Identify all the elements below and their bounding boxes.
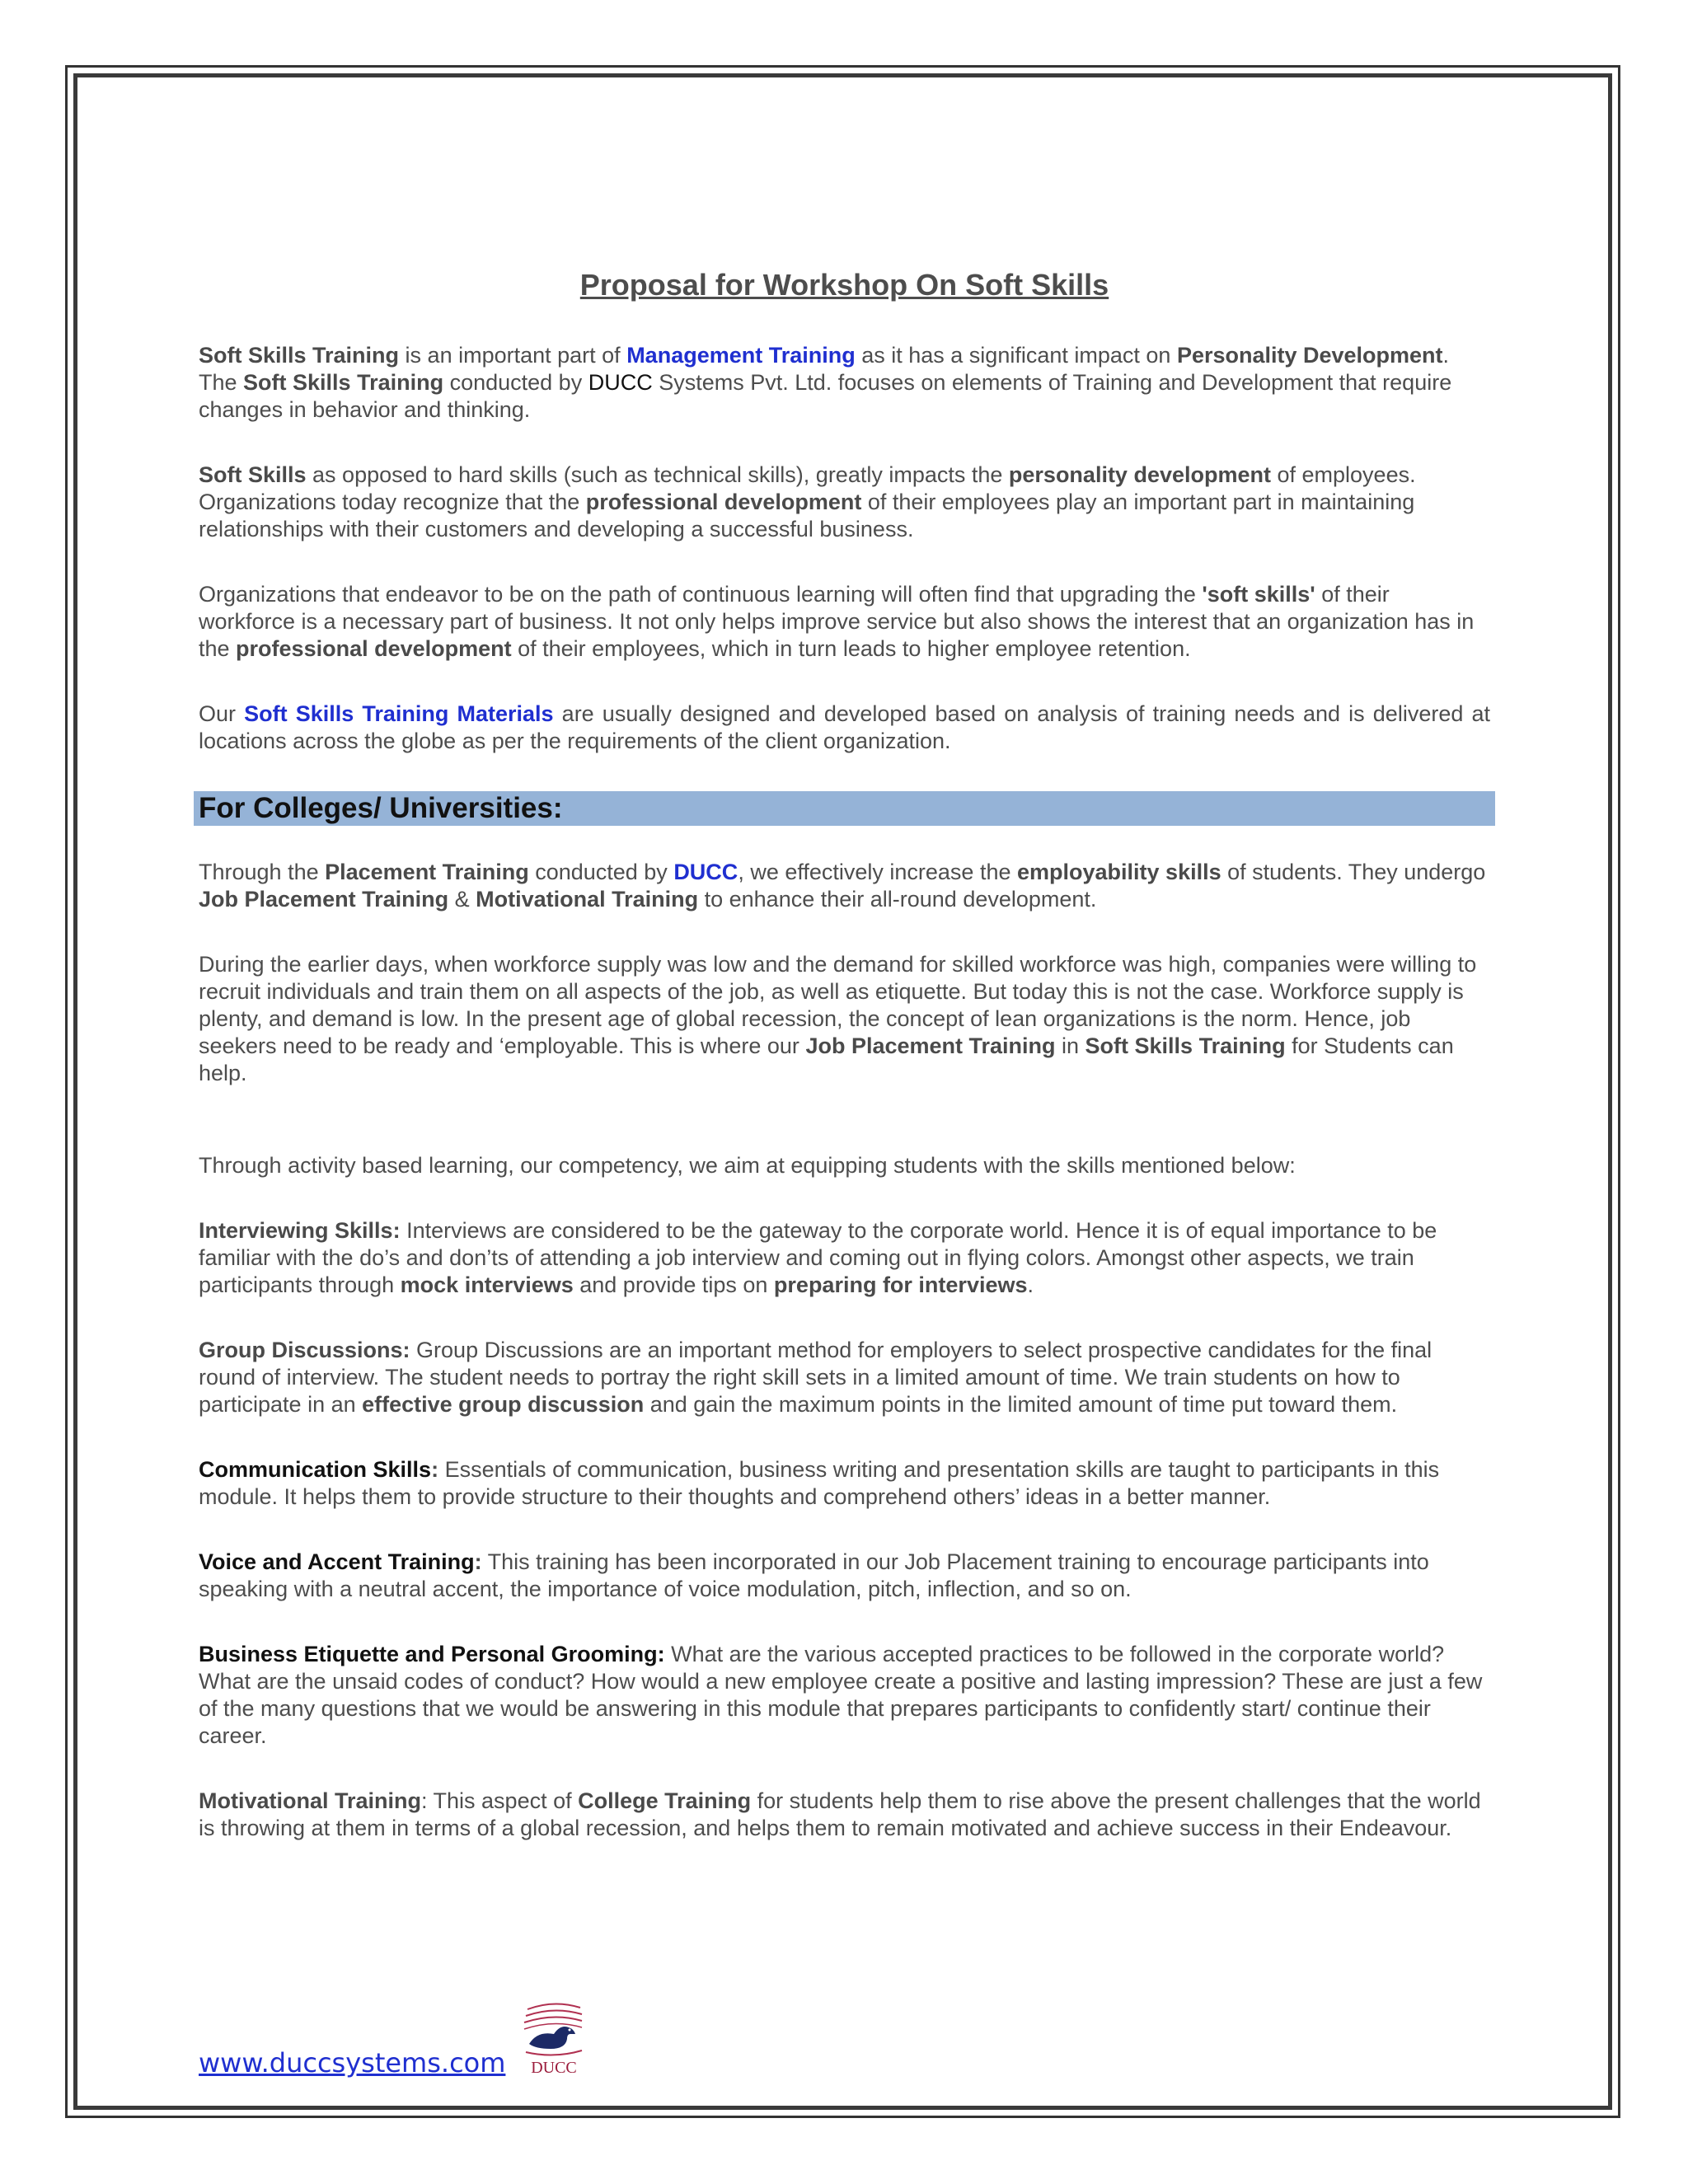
- bold-text: Soft Skills Training: [199, 343, 400, 368]
- text: and provide tips on: [573, 1272, 774, 1297]
- bold-text: effective group discussion: [362, 1392, 645, 1417]
- bold-text: personality development: [1008, 462, 1271, 487]
- text: as it has a significant impact on: [855, 343, 1177, 368]
- website-link[interactable]: www.duccsystems.com: [199, 2047, 506, 2079]
- paragraph-communication-skills: [199, 1456, 1490, 1511]
- bold-text: professional development: [236, 636, 512, 661]
- item-label: Voice and Accent Training: [199, 1549, 475, 1574]
- bold-text: Job Placement Training: [805, 1033, 1056, 1058]
- paragraph-interviewing-skills: [199, 1217, 1490, 1299]
- paragraph-voice-accent: [199, 1549, 1490, 1603]
- text: of their workforce is a necessary part of business. It not only helps improve service but also shows the interest that an organization has in the: [199, 582, 1475, 661]
- bold-text: Placement Training: [325, 860, 529, 884]
- bold-text: Soft Skills: [199, 462, 307, 487]
- text: This training has been incorporated in our Job Placement training to encourage participants into speaking with a neutral accent, the importance of voice modulation, pitch, inflection, and so on.: [199, 1549, 1429, 1601]
- management-training-link[interactable]: Management Training: [626, 343, 856, 368]
- bold-text: Soft Skills Training: [1085, 1033, 1286, 1058]
- bold-text: mock interviews: [400, 1272, 574, 1297]
- text: What are the various accepted practices to be followed in the corporate world? What are the unsaid codes of conduct? How would a new employee create a positive and lasting impression? These are just a few of the many questions that we would be answering in this module that prepares participants to confidently start/ continue their career.: [199, 1642, 1483, 1748]
- text: and gain the maximum points in the limited amount of time put toward them.: [644, 1392, 1398, 1417]
- text: conducted by: [528, 860, 674, 884]
- bold-text: 'soft skills': [1202, 582, 1315, 607]
- bold-text: preparing for interviews: [773, 1272, 1028, 1297]
- paragraph-business-etiquette: [199, 1641, 1490, 1750]
- text: Through the: [199, 860, 326, 884]
- text: , we effectively increase the: [738, 860, 1017, 884]
- text: Group Discussions are an important method for employers to select prospective candidates for the final round of interview. The student needs to portray the right skill sets in a limited amount of time. We train students on how to participate in an: [199, 1338, 1432, 1417]
- ducc-link[interactable]: DUCC: [673, 860, 738, 884]
- text: as opposed to hard skills (such as technical skills), greatly impacts the: [306, 462, 1009, 487]
- text: for students help them to rise above the present challenges that the world is throwing at them in terms of a global recession, and helps them to remain motivated and achieve success in their Endeavour.: [199, 1788, 1481, 1840]
- paragraph-group-discussions: [199, 1337, 1490, 1418]
- paragraph-placement: [199, 859, 1490, 913]
- paragraph-organizations: [199, 581, 1490, 663]
- bold-text: Soft Skills Training: [243, 370, 444, 395]
- bold-text: professional development: [585, 490, 862, 514]
- section-heading: For Colleges/ Universities:: [194, 791, 1495, 826]
- text: of employees. Organizations today recognize that the: [199, 462, 1416, 514]
- document-body: [199, 268, 1490, 1880]
- bold-text: Personality Development: [1176, 343, 1443, 368]
- text: of their employees, which in turn leads to higher employee retention.: [511, 636, 1191, 661]
- logo-text: DUCC: [531, 2059, 577, 2077]
- text: During the earlier days, when workforce supply was low and the demand for skilled workforce was high, companies were willing to recruit individuals and train them on all aspects of the job, as well as etiquette. But today this is not the case. Workforce supply is plenty, and demand is low. In the present age of global recession, the concept of lean organizations is the norm. Hence, job seekers need to be ready and ‘employable. This is where our: [199, 952, 1477, 1058]
- paragraph-earlier-days: [199, 951, 1490, 1087]
- text: Our: [199, 701, 245, 726]
- text: in: [1055, 1033, 1085, 1058]
- text: Interviews are considered to be the gateway to the corporate world. Hence it is of equal importance to be familiar with the do’s and don’ts of attending a job interview and coming out in flying colors. Amongst other aspects, we train participants through: [199, 1218, 1437, 1297]
- bold-text: Motivational Training: [476, 887, 699, 912]
- text: conducted by: [443, 370, 588, 395]
- ducc-text: DUCC: [588, 370, 653, 395]
- text: : This aspect of: [421, 1788, 579, 1813]
- paragraph-activity-learning: Through activity based learning, our competency, we aim at equipping students with the skills mentioned below:: [199, 1153, 1296, 1178]
- text: :: [474, 1549, 482, 1574]
- item-label: Communication Skills: [199, 1457, 432, 1482]
- text: is an important part of: [399, 343, 627, 368]
- duck-logo-icon: [521, 2001, 587, 2060]
- training-materials-link[interactable]: Soft Skills Training Materials: [244, 701, 554, 726]
- item-label: Interviewing Skills:: [199, 1218, 401, 1243]
- item-label: Group Discussions:: [199, 1338, 410, 1362]
- text: of their employees play an important part in maintaining relationships with their customers and developing a successful business.: [199, 490, 1415, 541]
- item-label: Business Etiquette and Personal Grooming:: [199, 1642, 665, 1666]
- page-title: Proposal for Workshop On Soft Skills: [579, 268, 1109, 302]
- text: are usually designed and developed based on analysis of training needs and is delivered at locations across the globe as per the requirements of the client organization.: [199, 701, 1490, 753]
- text: :: [431, 1457, 439, 1482]
- bold-text: College Training: [578, 1788, 752, 1813]
- bold-text: Job Placement Training: [199, 887, 449, 912]
- text: . The: [199, 343, 1450, 395]
- text: Organizations that endeavor to be on the path of continuous learning will often find that upgrading the: [199, 582, 1203, 607]
- text: for Students can help.: [199, 1033, 1454, 1085]
- text: to enhance their all-round development.: [698, 887, 1097, 912]
- paragraph-motivational-training: [199, 1788, 1490, 1842]
- paragraph-intro: [199, 342, 1490, 424]
- text: Systems Pvt. Ltd. focuses on elements of Training and Development that require changes in behavior and thinking.: [199, 370, 1452, 422]
- text: .: [1027, 1272, 1034, 1297]
- item-label: Motivational Training: [199, 1788, 422, 1813]
- text: &: [448, 887, 476, 912]
- text: of students. They undergo: [1221, 860, 1486, 884]
- bold-text: employability skills: [1017, 860, 1221, 884]
- paragraph-materials: [199, 701, 1490, 755]
- ducc-logo: [521, 2001, 587, 2080]
- paragraph-soft-skills: [199, 462, 1490, 543]
- text: Essentials of communication, business writing and presentation skills are taught to participants in this module. It helps them to provide structure to their thoughts and comprehend others’ ideas in a better manner.: [199, 1457, 1440, 1509]
